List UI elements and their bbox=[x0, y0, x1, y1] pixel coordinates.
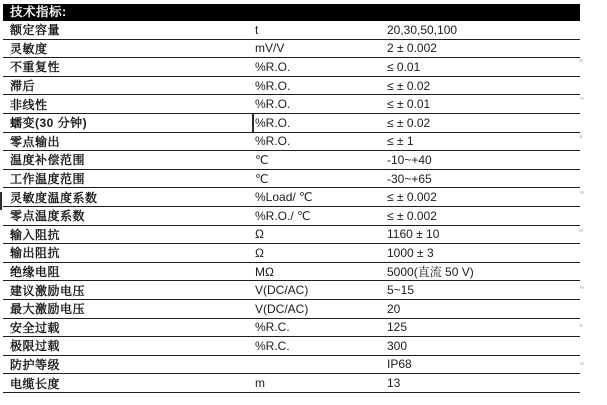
spec-unit: %R.O. bbox=[255, 59, 291, 74]
spec-label: 零点输出 bbox=[10, 134, 61, 149]
spec-unit: %R.O./ ℃ bbox=[255, 208, 311, 223]
scan-artifact-left-mark bbox=[0, 192, 2, 210]
spec-label: 零点温度系数 bbox=[10, 209, 86, 224]
spec-unit: t bbox=[255, 22, 259, 37]
scan-speckle bbox=[579, 135, 583, 138]
spec-value: ≤ ± 0.01 bbox=[387, 97, 431, 112]
spec-value: -30~+65 bbox=[387, 171, 432, 186]
spec-value: 1000 ± 3 bbox=[387, 245, 434, 260]
spec-value: IP68 bbox=[387, 357, 412, 372]
spec-value: 20 bbox=[387, 301, 401, 316]
spec-label: 非线性 bbox=[10, 97, 48, 112]
spec-unit: Ω bbox=[255, 227, 264, 242]
spec-unit: %R.C. bbox=[255, 338, 290, 353]
scan-artifact-vertical-line bbox=[252, 114, 254, 133]
spec-unit: Ω bbox=[255, 245, 264, 260]
scan-speckle bbox=[580, 362, 584, 365]
spec-row bbox=[3, 77, 580, 96]
spec-unit: %Load/ ℃ bbox=[255, 190, 313, 205]
spec-unit: ℃ bbox=[255, 152, 269, 167]
spec-label: 温度补偿范围 bbox=[10, 153, 86, 168]
spec-label: 不重复性 bbox=[10, 60, 61, 75]
spec-value: 2 ± 0.002 bbox=[387, 41, 437, 56]
spec-value: ≤ ± 0.02 bbox=[387, 115, 431, 130]
spec-row bbox=[3, 356, 580, 375]
spec-label: 最大激励电压 bbox=[10, 302, 86, 317]
spec-label: 输入阻抗 bbox=[10, 227, 61, 242]
spec-value: ≤ ± 0.02 bbox=[387, 78, 431, 93]
spec-label: 蠕变(30 分钟) bbox=[10, 116, 88, 131]
spec-row bbox=[3, 263, 580, 282]
spec-value: 125 bbox=[387, 320, 408, 335]
spec-label: 建议激励电压 bbox=[10, 283, 86, 298]
spec-row bbox=[3, 114, 580, 133]
spec-label: 额定容量 bbox=[10, 23, 61, 38]
spec-label: 绝缘电阻 bbox=[10, 265, 61, 280]
spec-value: 13 bbox=[387, 376, 401, 391]
spec-value: -10~+40 bbox=[387, 152, 432, 167]
spec-row bbox=[3, 374, 580, 393]
spec-label: 灵敏度温度系数 bbox=[10, 190, 98, 205]
scan-speckle bbox=[579, 59, 583, 62]
spec-value: 5~15 bbox=[387, 283, 415, 298]
spec-unit: MΩ bbox=[255, 264, 274, 279]
spec-value: 5000(直流 50 V) bbox=[387, 265, 474, 280]
spec-table-body bbox=[3, 21, 580, 393]
spec-row bbox=[3, 281, 580, 300]
spec-value: ≤ 0.01 bbox=[387, 59, 421, 74]
spec-value: 1160 ± 10 bbox=[387, 227, 440, 242]
spec-label: 输出阻抗 bbox=[10, 246, 61, 261]
spec-label: 极限过载 bbox=[10, 339, 61, 354]
spec-value: ≤ ± 0.002 bbox=[387, 190, 437, 205]
scan-speckle bbox=[580, 286, 584, 289]
scan-speckle bbox=[579, 324, 583, 327]
spec-label: 工作温度范围 bbox=[10, 172, 86, 187]
spec-row bbox=[3, 133, 580, 152]
spec-value: ≤ ± 1 bbox=[387, 134, 414, 149]
spec-unit: %R.O. bbox=[255, 134, 291, 149]
spec-row bbox=[3, 95, 580, 114]
spec-row bbox=[3, 319, 580, 338]
spec-table-title: 技术指标: bbox=[10, 5, 67, 20]
spec-value: 20,30,50,100 bbox=[387, 22, 458, 37]
spec-table bbox=[3, 4, 580, 393]
spec-label: 安全过载 bbox=[10, 320, 61, 335]
spec-row bbox=[3, 226, 580, 245]
spec-row bbox=[3, 170, 580, 189]
spec-label: 电缆长度 bbox=[10, 376, 61, 391]
spec-unit: V(DC/AC) bbox=[255, 283, 309, 298]
spec-row bbox=[3, 21, 580, 40]
spec-label: 防护等级 bbox=[10, 357, 61, 372]
spec-unit: m bbox=[255, 376, 265, 391]
scan-speckle bbox=[580, 191, 584, 194]
scan-speckle bbox=[579, 229, 583, 232]
spec-row bbox=[3, 40, 580, 59]
spec-label: 滞后 bbox=[10, 79, 36, 94]
spec-value: 300 bbox=[387, 338, 408, 353]
spec-value: ≤ ± 0.002 bbox=[387, 208, 437, 223]
spec-unit: %R.O. bbox=[255, 97, 291, 112]
spec-row bbox=[3, 300, 580, 319]
spec-unit: mV/V bbox=[255, 41, 285, 56]
spec-unit: %R.O. bbox=[255, 78, 291, 93]
spec-unit: V(DC/AC) bbox=[255, 301, 309, 316]
scan-speckle bbox=[580, 97, 584, 100]
spec-unit: ℃ bbox=[255, 171, 269, 186]
spec-row bbox=[3, 151, 580, 170]
spec-unit: %R.C. bbox=[255, 320, 290, 335]
spec-row bbox=[3, 337, 580, 356]
spec-row bbox=[3, 244, 580, 263]
spec-label: 灵敏度 bbox=[10, 41, 48, 56]
spec-row bbox=[3, 188, 580, 207]
spec-unit: %R.O. bbox=[255, 115, 291, 130]
spec-table-header bbox=[3, 4, 580, 21]
spec-row bbox=[3, 207, 580, 226]
spec-row bbox=[3, 58, 580, 77]
